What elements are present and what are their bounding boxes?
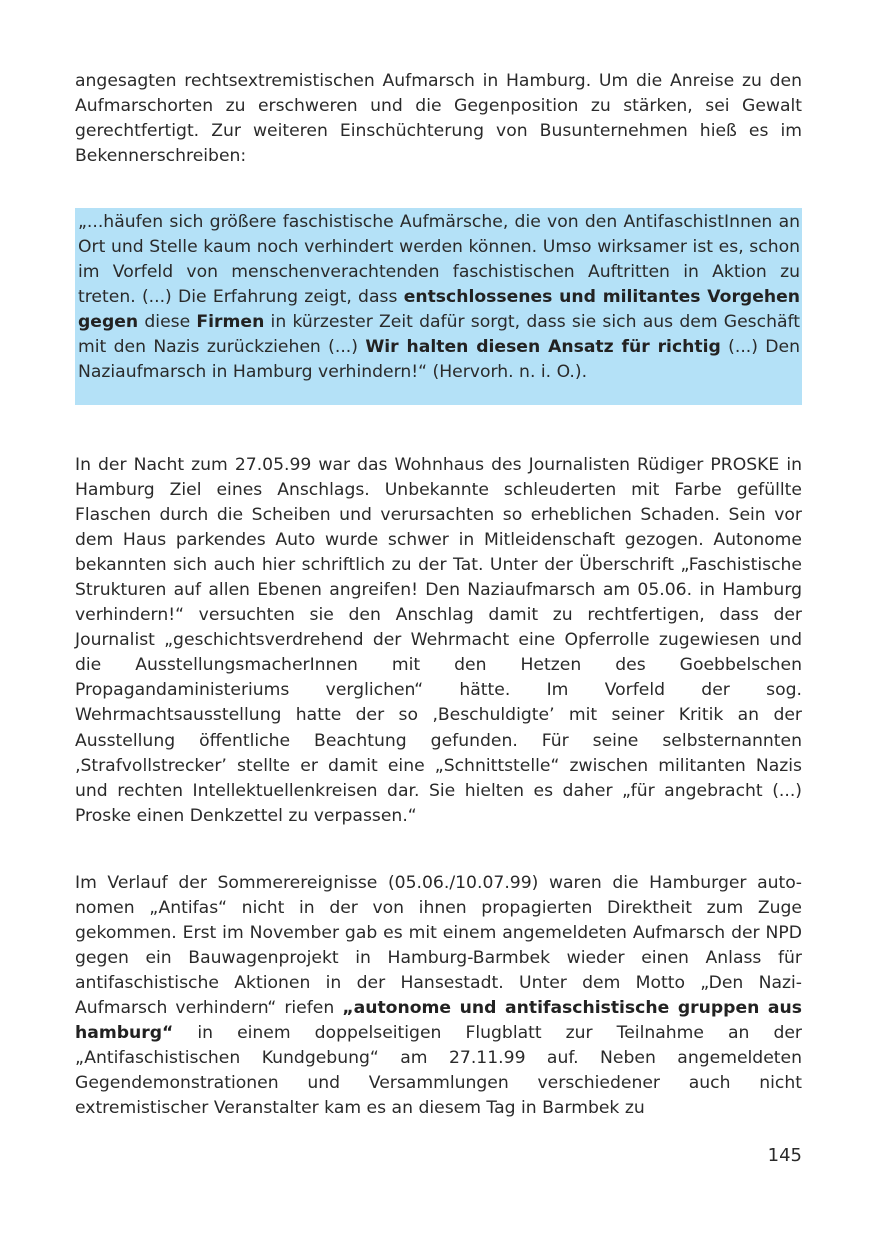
quote-text-part: (...) Den Naziaufmarsch in Hamburg verhindern!“ (Hervorh. n. i. O.). (78, 337, 800, 383)
quote-emphasis: Wir halten diesen Ansatz für richtig (365, 337, 721, 358)
quote-text-part: „...häufen sich größere faschistische Aufmärsche, die von den AntifaschistInnen an Ort und Stelle kaum noch verhindert werden können. Umso wirksamer ist es, schon im Vorfeld von menschenverachtenden faschistischen Auftritten in Aktion zu treten. (...) Die Erfahrung zeigt, dass (78, 212, 800, 308)
quote-emphasis: Firmen (196, 312, 265, 333)
quote-emphasis: entschlossenes und militantes Vorgehen gegen (78, 287, 801, 333)
quote-text-part: diese (138, 312, 197, 333)
quote-text (78, 210, 800, 385)
paragraph-text-part: in einem doppelseitigen Flugblatt zur Teilnahme an der „Antifaschistischen Kundgebung“ am 27.11.99 auf. Neben angemeldeten Gegendemonstrationen und Versammlungen verschiedener auch nicht extremistischer Veranstalter kam es an diesem Tag in Barmbek zu (75, 1023, 802, 1119)
body-paragraph-2: In der Nacht zum 27.05.99 war das Wohnhaus des Journalisten Rüdiger PROSKE in Hamburg Ziel eines Anschlags. Unbekannte schleuderten mit Farbe gefüllte Flaschen durch die Scheiben und verursachten so erheblichen Schaden. Sein vor dem Haus parkendes Auto wurde schwer in Mitleidenschaft gezogen. Autonome bekannten sich auch hier schriftlich zu der Tat. Unter der Überschrift „Faschistische Strukturen auf allen Ebenen angreifen! Den Naziaufmarsch am 05.06. in Hamburg verhindern!“ versuchten sie den Anschlag damit zu rechtfertigen, dass der Journalist „geschichtsverdrehend der Wehrmacht eine Opferrolle zugewiesen und die AusstellungsmacherInnen mit den Hetzen des Goebbelschen Propagandaministeriums verglichen“ hätte. Im Vorfeld der sog. Wehrmachtsausstellung hatte der so ‚Beschuldigte’ mit seiner Kritik an der Ausstellung öffentliche Beachtung gefunden. Für seine selbsternannten ‚Strafvollstrecker’ stellte er damit eine „Schnittstelle“ zwischen militanten Nazis und rechten Intellektuellenkreisen dar. Sie hielten es daher „für angebracht (...) Proske einen Denkzettel zu verpassen.“ (75, 455, 802, 826)
quote-box (75, 208, 802, 405)
quote-text-part: in kürzester Zeit dafür sorgt, dass sie sich aus dem Geschäft mit den Nazis zurückziehen (...) (78, 312, 800, 358)
body-paragraph-3 (75, 871, 802, 1121)
page-number: 145 (767, 1145, 802, 1166)
body-paragraph-1: angesagten rechtsextremistischen Aufmarsch in Hamburg. Um die Anreise zu den Aufmarschorten zu erschweren und die Gegenposition zu stärken, sei Gewalt gerechtfertigt. Zur weiteren Einschüchterung von Busunternehmen hieß es im Bekennerschreiben: (75, 71, 802, 167)
paragraph-emphasis: „autonome und antifaschistische gruppen aus hamburg“ (75, 998, 802, 1044)
paragraph-text-part: Im Verlauf der Sommerereignisse (05.06./10.07.99) waren die Hamburger autonomen „Antifas“ nicht in der von ihnen propagierten Direktheit zum Zuge gekommen. Erst im November gab es mit einem angemeldeten Aufmarsch der NPD gegen ein Bauwagenprojekt in Hamburg-Barmbek wieder einen Anlass für antifaschistische Aktionen in der Hansestadt. Unter dem Motto „Den Nazi-Aufmarsch verhindern“ riefen (75, 873, 802, 1019)
